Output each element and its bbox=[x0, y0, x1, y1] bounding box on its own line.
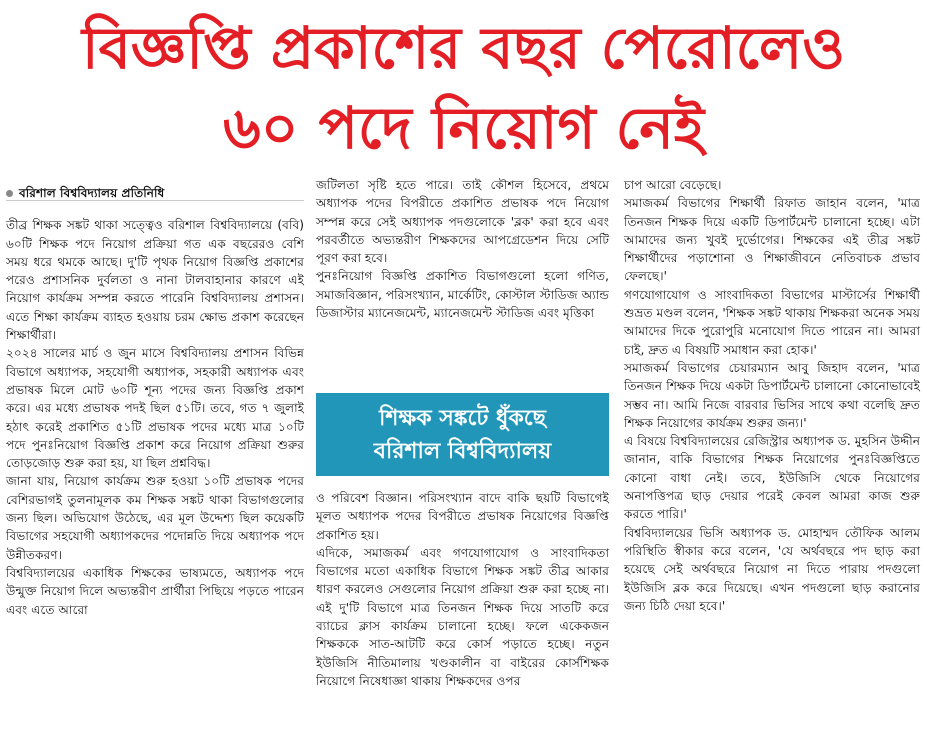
paragraph: চাপ আরো বেড়েছে। bbox=[624, 178, 722, 192]
paragraph: তীব্র শিক্ষক সঙ্কট থাকা সত্ত্বেও বরিশাল বিশ্ববিদ্যালয়ে (ববি) ৬০টি শিক্ষক পদে নিয়োগ প্রক্রিয়া গত এক বছরেরও বেশি সময় ধরে থমকে আছে। দু'টি পৃথক নিয়োগ বিজ্ঞপ্তি প্রকাশের পরেও প্রশাসনিক দুর্বলতা ও নানা টালবাহানার কারণে এই নিয়োগ কার্যক্রম সম্পন্ন করতে পারেনি বিশ্ববিদ্যালয় প্রশাসন। এতে শিক্ষা কার্যক্রম ব্যাহত হওয়ায় চরম ক্ষোভ প্রকাশ করেছেন শিক্ষার্থীরা। bbox=[6, 218, 304, 343]
headline-line-1: বিজ্ঞপ্তি প্রকাশের বছর পেরোলেও bbox=[82, 14, 845, 82]
headline-line-2: ৬০ পদে নিয়োগ নেই bbox=[223, 94, 704, 162]
paragraph: বিশ্ববিদ্যালয়ের ভিসি অধ্যাপক ড. মোহাম্মদ তৌফিক আলম পরিস্থিতি স্বীকার করে বলেন, 'যে অর্থবছরে পদ ছাড় করা হয়েছে সেই অর্থবছরে নিয়োগ না দিতে পারায় পদগুলো ইউজিসি ব্লক করে দিয়েছে। এখন পদগুলো ছাড় করানোর জন্য চিঠি দেয়া হবে।' bbox=[624, 525, 920, 613]
paragraph: এ বিষয়ে বিশ্ববিদ্যালয়ের রেজিস্ট্রার অধ্যাপক ড. মুহসিন উদ্দীন জানান, বাকি বিভাগের শিক্ষক নিয়োগের পুনঃবিজ্ঞপ্তিতে কোনো বাধা নেই। তবে, ইউজিসি থেকে নিয়োগের অনাপত্তিপত্র ছাড় দেয়ার পরেই কেবল আমরা কাজ শুরু করতে পারি।' bbox=[624, 434, 920, 522]
article-column-3 bbox=[624, 176, 920, 615]
byline-divider bbox=[6, 200, 304, 201]
paragraph: জানা যায়, নিয়োগ কার্যক্রম শুরু হওয়া ১০টি প্রভাষক পদের বেশিরভাগই তুলনামূলক কম শিক্ষক সঙ্কট থাকা বিভাগগুলোর জন্য ছিল। অভিযোগ উঠেছে, এর মূল উদ্দেশ্য ছিল কয়েকটি বিভাগের সহযোগী অধ্যাপকদের পদোন্নতি দিয়ে অধ্যাপক পদে উন্নীতকরণ। bbox=[6, 474, 304, 562]
pull-quote-line-2: বরিশাল বিশ্ববিদ্যালয় bbox=[373, 438, 552, 464]
paragraph: বিশ্ববিদ্যালয়ের একাধিক শিক্ষকের ভাষ্যমতে, অধ্যাপক পদে উন্মুক্ত নিয়োগ দিলে অভ্যন্তরীণ প্রার্থীরা পিছিয়ে পড়তে পারেন এবং এতে আরো bbox=[6, 565, 304, 617]
paragraph: সমাজকর্ম বিভাগের শিক্ষার্থী রিফাত জাহান বলেন, 'মাত্র তিনজন শিক্ষক দিয়ে একটি ডিপার্টমেন্ট চালানো হচ্ছে। এটা আমাদের জন্য খুবই দুর্ভোগের। শিক্ষকের এই তীব্র সঙ্কট শিক্ষার্থীদের পড়াশোনা ও শিক্ষাজীবনে নেতিবাচক প্রভাব ফেলছে।' bbox=[624, 196, 920, 284]
paragraph: সমাজকর্ম বিভাগের চেয়ারম্যান আবু জিহাদ বলেন, 'মাত্র তিনজন শিক্ষক দিয়ে একটা ডিপার্টমেন্ট চালানো কোনোভাবেই সম্ভব না। আমি নিজে বারবার ভিসির সাথে কথা বলেছি দ্রুত শিক্ষক নিয়োগের কার্যক্রম শুরুর জন্য।' bbox=[624, 360, 920, 430]
pull-quote-box bbox=[316, 393, 609, 476]
byline-text: বরিশাল বিশ্ববিদ্যালয় প্রতিনিধি bbox=[19, 186, 165, 200]
paragraph: ও পরিবেশ বিজ্ঞান। পরিসংখ্যান বাদে বাকি ছয়টি বিভাগেই মূলত অধ্যাপক পদের বিপরীতে প্রভাষক নিয়োগের বিজ্ঞপ্তি প্রকাশিত হয়। bbox=[316, 491, 609, 542]
article-column-2-top bbox=[316, 176, 609, 322]
paragraph: গণযোগাযোগ ও সাংবাদিকতা বিভাগের মাস্টার্সের শিক্ষার্থী শুভ্রত মণ্ডল বলেন, 'শিক্ষক সঙ্কট থাকায় শিক্ষকরা অনেক সময় আমাদের দিকে পুরোপুরি মনোযোগ দিতে পারেন না। আমরা চাই, দ্রুত এ বিষয়টি সমাধান করা হোক।' bbox=[624, 287, 920, 357]
bullet-icon bbox=[6, 190, 13, 197]
article-column-2-bottom bbox=[316, 489, 609, 690]
paragraph: ২০২৪ সালের মার্চ ও জুন মাসে বিশ্ববিদ্যালয় প্রশাসন বিভিন্ন বিভাগে অধ্যাপক, সহযোগী অধ্যাপক, সহকারী অধ্যাপক এবং প্রভাষক মিলে মোট ৬০টি শূন্য পদের জন্য বিজ্ঞপ্তি প্রকাশ করে। এর মধ্যে প্রভাষক পদই ছিল ৫১টি। তবে, গত ৭ জুলাই হঠাৎ করেই প্রকাশিত ৫১টি প্রভাষক পদের মধ্যে মাত্র ১০টি পদে পুনঃনিয়োগ বিজ্ঞপ্তি প্রকাশ করে নিয়োগ প্রক্রিয়া শুরুর তোড়জোড় শুরু করা হয়, যা ছিল প্রশ্নবিদ্ধ। bbox=[6, 346, 304, 471]
paragraph: পুনঃনিয়োগ বিজ্ঞপ্তি প্রকাশিত বিভাগগুলো হলো গণিত, সমাজবিজ্ঞান, পরিসংখ্যান, মার্কেটিং, কোস্টাল স্টাডিজ অ্যান্ড ডিজাস্টার ম্যানেজমেন্ট, ম্যানেজমেন্ট স্টাডিজ এবং মৃত্তিকা bbox=[316, 269, 609, 321]
article-column-1 bbox=[6, 184, 304, 619]
paragraph: এদিকে, সমাজকর্ম এবং গণযোগাযোগ ও সাংবাদিকতা বিভাগের মতো একাধিক বিভাগে শিক্ষক সঙ্কট তীব্র আকার ধারণ করলেও সেগুলোর নিয়োগ প্রক্রিয়া শুরু করা হচ্ছে না। এই দু'টি বিভাগে মাত্র তিনজন শিক্ষক দিয়ে সাতটি করে ব্যাচের ক্লাস কার্যক্রম চালানো হচ্ছে। ফলে একেকজন শিক্ষককে সাত-আটটি করে কোর্স পড়াতে হচ্ছে। নতুন ইউজিসি নীতিমালায় খণ্ডকালীন বা বাইরের কোর্সশিক্ষক নিয়োগে নিষেধাজ্ঞা থাকায় শিক্ষকদের ওপর bbox=[316, 545, 609, 688]
pull-quote-line-1: শিক্ষক সঙ্কটে ধুঁকছে bbox=[379, 405, 546, 431]
paragraph: জটিলতা সৃষ্টি হতে পারে। তাই কৌশল হিসেবে, প্রথমে অধ্যাপক পদের বিপরীতে প্রকাশিত প্রভাষক পদে নিয়োগ সম্পন্ন করে সেই অধ্যাপক পদগুলোকে 'ব্লক' করা হবে এবং পরবর্তীতে অভ্যন্তরীণ শিক্ষকদের আপগ্রেডেশন দিয়ে সেটি পূরণ করা হবে। bbox=[316, 178, 609, 266]
